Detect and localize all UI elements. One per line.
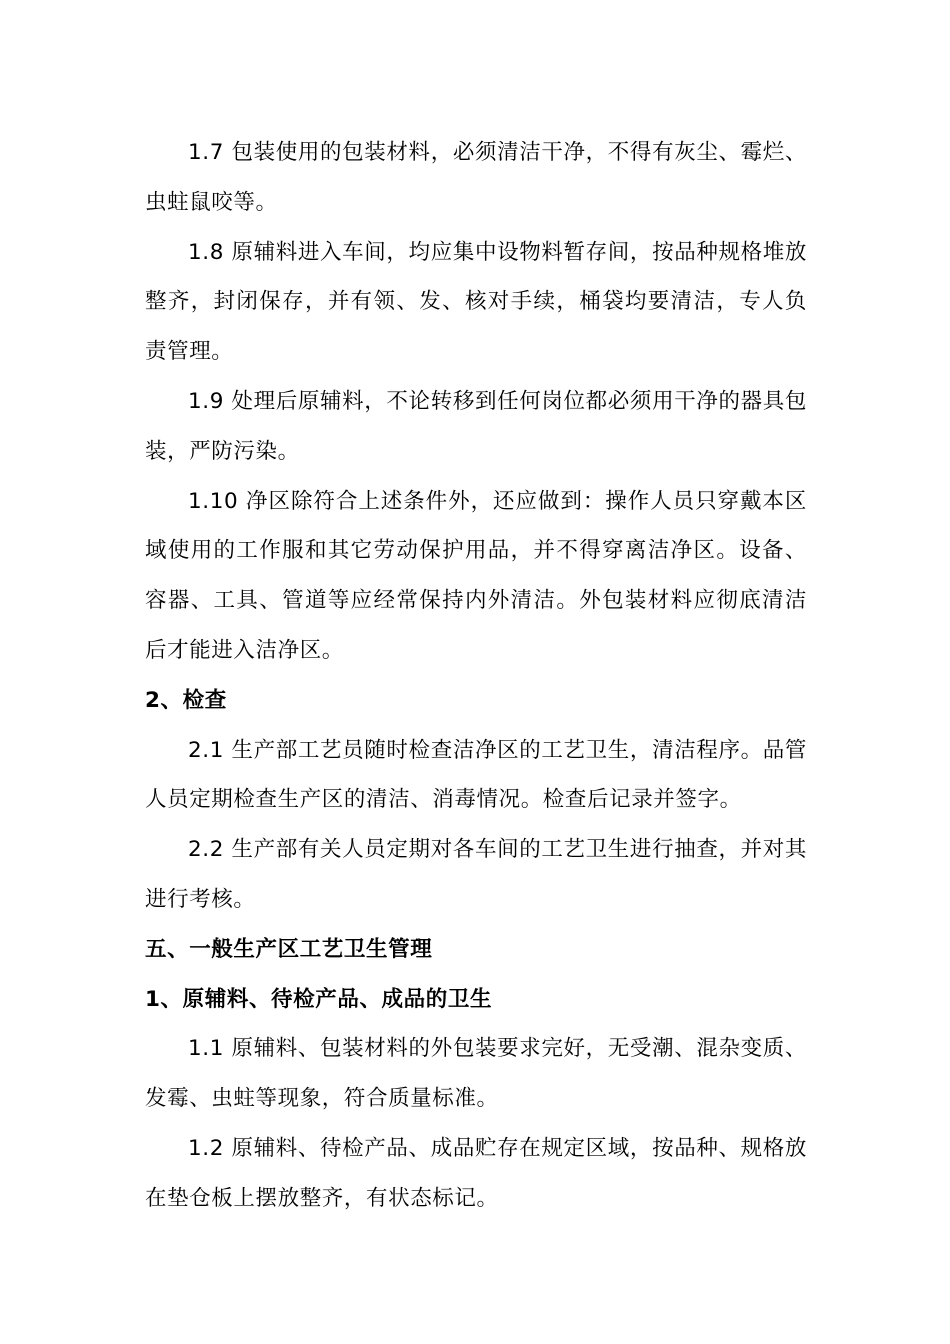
chapter-heading-general-production-area: 五、一般生产区工艺卫生管理 bbox=[145, 936, 433, 962]
paragraph-2-1: 2.1 生产部工艺员随时检查洁净区的工艺卫生，清洁程序。品管人员定期检查生产区的清洁、消毒情况。检查后记录并签字。 bbox=[145, 737, 807, 813]
paragraph-1-10: 1.10 净区除符合上述条件外，还应做到：操作人员只穿戴本区域使用的工作服和其它劳动保护用品，并不得穿离洁净区。设备、容器、工具、管道等应经常保持内外清洁。外包装材料应彻底清洁后才能进入洁净区。 bbox=[145, 488, 807, 663]
paragraph-1-2: 1.2 原辅料、待检产品、成品贮存在规定区域，按品种、规格放在垫仓板上摆放整齐，有状态标记。 bbox=[145, 1135, 807, 1211]
paragraph-1-1: 1.1 原辅料、包装材料的外包装要求完好，无受潮、混杂变质、发霉、虫蛀等现象，符合质量标准。 bbox=[145, 1036, 807, 1112]
paragraph-1-7: 1.7 包装使用的包装材料，必须清洁干净，不得有灰尘、霉烂、虫蛀鼠咬等。 bbox=[145, 140, 807, 215]
paragraph-1-8: 1.8 原辅料进入车间，均应集中设物料暂存间，按品种规格堆放整齐，封闭保存，并有领、发、核对手续，桶袋均要清洁，专人负责管理。 bbox=[145, 239, 807, 365]
section-heading-material-hygiene: 1、原辅料、待检产品、成品的卫生 bbox=[145, 986, 493, 1012]
paragraph-1-9: 1.9 处理后原辅料，不论转移到任何岗位都必须用干净的器具包装，严防污染。 bbox=[145, 388, 807, 464]
section-heading-inspection: 2、检查 bbox=[145, 687, 227, 713]
document-body bbox=[145, 128, 807, 1224]
paragraph-2-2: 2.2 生产部有关人员定期对各车间的工艺卫生进行抽查，并对其进行考核。 bbox=[145, 837, 807, 912]
